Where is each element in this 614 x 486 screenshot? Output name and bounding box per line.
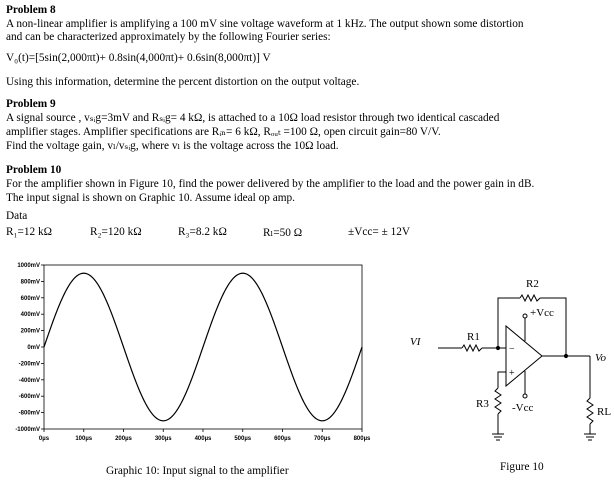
label-vcc-pos: +Vcc (530, 307, 554, 319)
ground-rl-icon (584, 434, 596, 440)
figure10-circuit (380, 268, 614, 468)
data-vcc: ±Vcc= ± 12V (348, 226, 411, 238)
y-tick-label: 1000mV (17, 263, 40, 269)
node-output (564, 354, 567, 357)
problem8-question: Using this information, determine the percent distortion on the output voltage. (6, 76, 360, 88)
y-tick-label: 400mV (20, 312, 40, 319)
resistor-r2 (520, 295, 540, 301)
label-r3: R3 (476, 398, 489, 410)
problem8-line2: and can be characterized approximately by the following Fourier series: (6, 31, 331, 43)
y-tick-label: 200mV (20, 328, 40, 335)
x-tick-label: 200µs (115, 436, 132, 442)
problem10-line1: For the amplifier shown in Figure 10, find the power delivered by the amplifier to the load and the power gain in dB. (6, 178, 535, 190)
y-tick-label: 600mV (20, 295, 40, 302)
problem10-line2: The input signal is shown on Graphic 10. Assume ideal op amp. (6, 192, 295, 204)
x-tick-label: 400µs (194, 436, 212, 442)
resistor-r3 (495, 388, 501, 414)
y-tick-label: 800mV (20, 279, 40, 286)
x-tick-label: 500µs (234, 436, 252, 442)
series-line-input (44, 273, 362, 421)
label-vo: Vo (595, 352, 606, 364)
problem9-line1: A signal source , vₛᵢg=3mV and Rₛᵢg= 4 kΩ, is attached to a 10Ω load resistor through two identical cascaded (6, 112, 500, 124)
label-r1: R1 (467, 331, 480, 343)
x-tick-label: 100µs (75, 436, 93, 442)
problem9-line3: Find the voltage gain, vₗ/vₛᵢg, where vₗ is the voltage across the 10Ω load. (6, 140, 339, 152)
y-tick-label: 0mV (27, 345, 40, 351)
data-r3: R₃=8.2 kΩ (178, 226, 227, 238)
problem9-title: Problem 9 (6, 98, 56, 110)
resistor-rl (587, 398, 593, 424)
plus-sign: + (509, 368, 515, 379)
label-r2: R2 (526, 278, 539, 290)
data-rl: Rₗ=50 Ω (263, 227, 303, 239)
y-tick-label: -1000mV (15, 427, 40, 433)
x-tick-label: 600µs (274, 436, 291, 442)
graphic10-caption: Graphic 10: Input signal to the amplifier (106, 465, 289, 477)
problem8-equation: V₀(t)=[5sin(2,000πt)+ 0.8sin(4,000πt)+ 0.6sin(8,000πt)] V (6, 52, 271, 64)
x-tick-label: 800µs (353, 436, 370, 442)
problem10-title: Problem 10 (6, 164, 62, 176)
x-tick-label: 300µs (154, 436, 172, 442)
data-r2: R₂=120 kΩ (90, 226, 142, 238)
problem10-data-label: Data (6, 210, 28, 222)
y-tick-label: -400mV (18, 377, 40, 384)
data-r1: R₁=12 kΩ (6, 226, 53, 238)
ground-r3-icon (492, 434, 504, 440)
problem9-line2: amplifier stages. Amplifier specifications are Rᵢₙ= 6 kΩ, Rₒᵤₜ =100 Ω, open circuit gain=80 V/V. (6, 126, 441, 138)
x-tick-label: 700µs (313, 436, 331, 442)
wire-noninv-r3 (498, 372, 506, 388)
figure10-caption: Figure 10 (500, 461, 544, 473)
y-tick-label: -200mV (18, 361, 40, 368)
x-tick-label: 0µs (38, 436, 50, 442)
label-vi: VI (410, 336, 421, 348)
resistor-r1 (462, 345, 482, 351)
y-tick-label: -800mV (18, 410, 40, 417)
label-rl: RL (597, 406, 612, 418)
y-tick-label: -600mV (18, 394, 40, 401)
problem8-title: Problem 8 (6, 4, 56, 16)
input-signal-chart (0, 258, 370, 458)
minus-sign: − (509, 344, 515, 355)
vcc-neg-terminal (523, 394, 527, 398)
problem8-line1: A non-linear amplifier is amplifying a 100 mV sine voltage waveform at 1 kHz. The output shown some distortion (6, 18, 524, 30)
vcc-pos-terminal (523, 314, 527, 318)
wire-feedback-left (498, 298, 520, 348)
label-vcc-neg: -Vcc (512, 402, 534, 414)
